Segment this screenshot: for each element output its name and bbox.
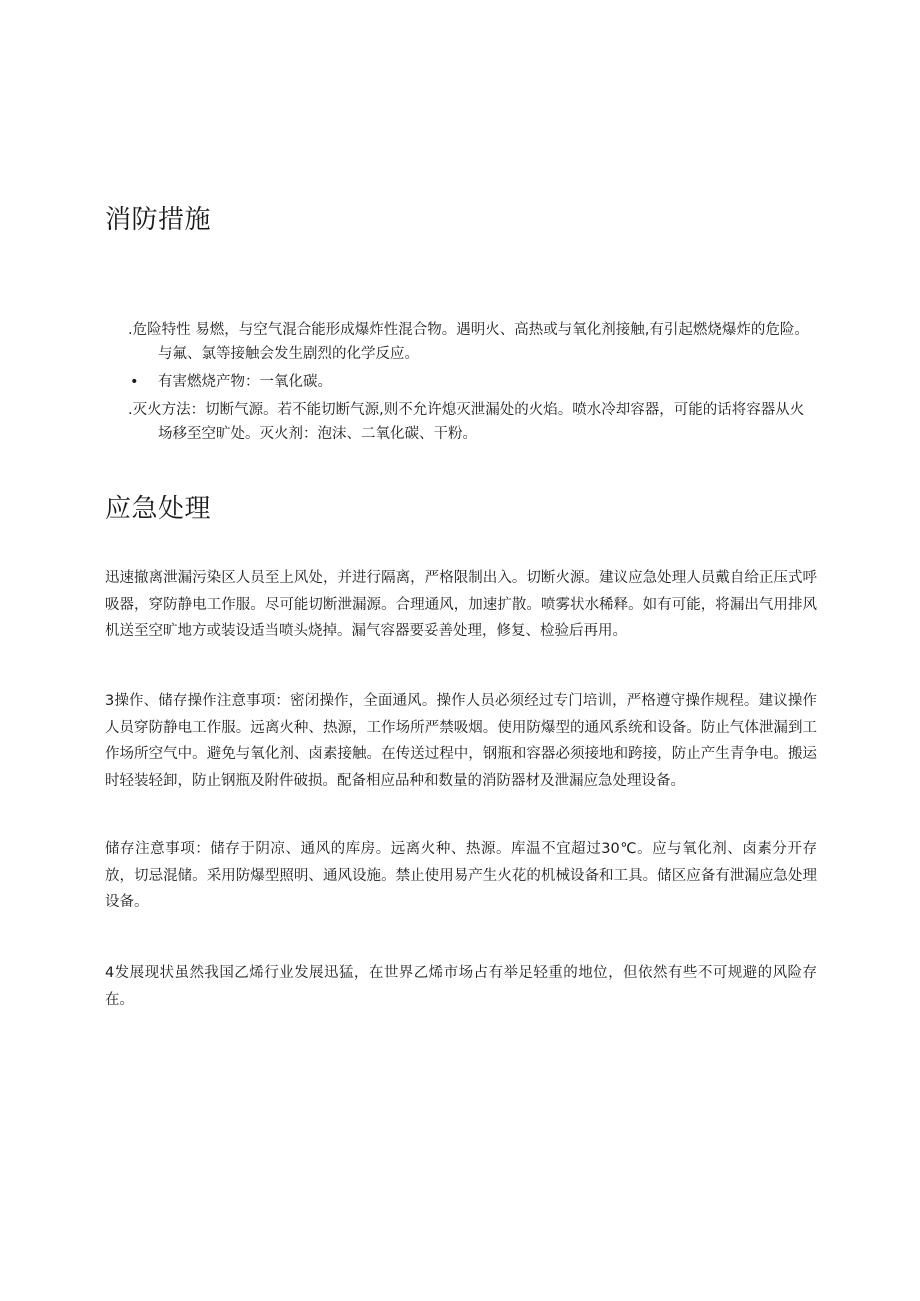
paragraph-operation-storage: 3操作、储存操作注意事项：密闭操作，全面通风。操作人员必须经过专门培训，严格遵守操作规程。建议操作人员穿防静电工作服。远离火种、热源，工作场所严禁吸烟。使用防爆型的通风系统和设备。防止气体泄漏到工作场所空气中。避免与氧化剂、卤素接触。在传送过程中，钢瓶和容器必须接地和跨接，防止产生青争电。搬运时轻装轻卸，防止钢瓶及附件破损。配备相应品种和数量的消防器材及泄漏应急处理设备。 (105, 693, 817, 789)
list-item-combustion-products (128, 370, 818, 394)
fire-measures-list (128, 318, 818, 450)
list-item-hazard (128, 318, 818, 366)
list-item-text: 灭火方法：切断气源。若不能切断气源,则不允许熄灭泄漏处的火焰。喷水冷却容器，可能的话将容器从火场移至空旷处。灭火剂：泡沫、二氧化碳、干粉。 (132, 402, 805, 442)
paragraph-development-status: 4发展现状虽然我国乙烯行业发展迅猛，在世界乙烯市场占有举足轻重的地位，但依然有些不可规避的风险存在。 (105, 965, 817, 1008)
section-title-fire-measures: 消防措施 (105, 205, 212, 235)
paragraph-emergency-response: 迅速撤离泄漏污染区人员至上风处，并进行隔离，严格限制出入。切断火源。建议应急处理人员戴自给正压式呼吸器，穿防静电工作服。尽可能切断泄漏源。合理通风，加速扩散。喷雾状水稀释。如有可能，将漏出气用排风机送至空旷地方或装设适当喷头烧掉。漏气容器要妥善处理，修复、检验后再用。 (105, 570, 817, 639)
list-marker: . (128, 322, 133, 338)
list-item-extinguishing (128, 398, 818, 446)
list-marker: . (128, 402, 133, 418)
bullet-marker: • (130, 374, 139, 390)
section-title-emergency: 应急处理 (105, 494, 212, 524)
paragraph-storage-notes: 储存注意事项：储存于阴凉、通风的库房。远离火种、热源。库温不宜超过30℃。应与氧化剂、卤素分开存放，切忌混储。采用防爆型照明、通风设施。禁止使用易产生火花的机械设备和工具。储区应备有泄漏应急处理设备。 (105, 841, 817, 910)
list-item-text: 有害燃烧产物：一氧化碳。 (158, 374, 332, 390)
list-item-text: 危险特性 易燃，与空气混合能形成爆炸性混合物。遇明火、高热或与氧化剂接触,有引起燃烧爆炸的危险。与氟、氯等接触会发生剧烈的化学反应。 (132, 322, 809, 362)
